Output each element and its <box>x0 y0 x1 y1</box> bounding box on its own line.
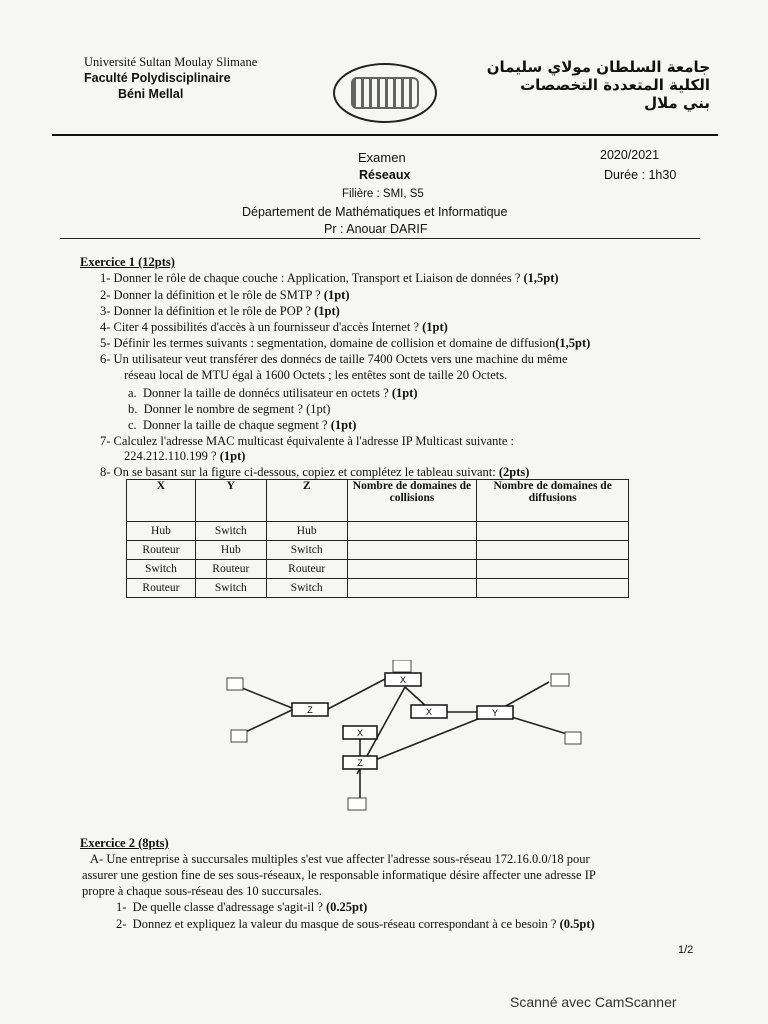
header-y: Y <box>195 480 266 522</box>
table-cell <box>347 541 477 560</box>
header-divider <box>52 134 718 136</box>
university-name: Université Sultan Moulay Slimane <box>84 55 258 69</box>
table-cell: Routeur <box>266 560 347 579</box>
duration-label: Durée : 1h30 <box>604 168 677 182</box>
table-cell <box>477 541 629 560</box>
table-cell <box>477 522 629 541</box>
device-table <box>126 479 629 598</box>
exercise2-title: Exercice 2 (8pts) <box>80 836 169 850</box>
header-diffusions: Nombre de domaines de diffusions <box>477 480 629 522</box>
table-cell: Routeur <box>127 541 196 560</box>
question-6a: a. Donner la taille de donnécs utilisateur en octets ? (1pt) <box>128 386 418 400</box>
question-2: 2- Donner la définition et le rôle de SMTP ? (1pt) <box>100 288 350 302</box>
table-cell: Switch <box>266 579 347 598</box>
question-1: 1- Donner le rôle de chaque couche : Application, Transport et Liaison de données ? (1,5pt) <box>100 271 559 285</box>
table-cell <box>347 560 477 579</box>
device-label: Z <box>307 705 313 715</box>
device-label: X <box>356 728 364 738</box>
exercise2-question-2: 2- Donnez et expliquez la valeur du masque de sous-réseau correspondant à ce besoin ? (0.5pt) <box>116 917 595 931</box>
device-label: X <box>425 707 433 717</box>
page-number: 1/2 <box>678 944 694 956</box>
question-3: 3- Donner la définition et le rôle de POP ? (1pt) <box>100 304 340 318</box>
filiere-label: Filière : SMI, S5 <box>342 188 424 200</box>
table-row <box>127 560 629 579</box>
exam-label: Examen <box>358 150 406 165</box>
device-label: X <box>399 675 407 685</box>
question-7-line2: 224.212.110.199 ? (1pt) <box>124 449 246 463</box>
table-header-row <box>127 480 629 522</box>
question-5: 5- Définir les termes suivants : segmentation, domaine de collision et domaine de diffusion(1,5pt) <box>100 336 591 350</box>
computer-icon <box>227 678 243 690</box>
arabic-university: جامعة السلطان مولاي سليمان <box>486 58 710 76</box>
department-label: Département de Mathématiques et Informatique <box>242 205 508 219</box>
header-z: Z <box>266 480 347 522</box>
table-cell: Switch <box>195 522 266 541</box>
computer-icon <box>551 674 569 686</box>
computer-icon <box>231 730 247 742</box>
network-links <box>237 679 567 798</box>
table-row <box>127 522 629 541</box>
table-cell: Switch <box>266 541 347 560</box>
device-label: Y <box>491 708 499 718</box>
exercise2-intro-2: assurer une gestion fine de ses sous-réseaux, le responsable informatique désire affecter une adresse IP <box>82 868 596 882</box>
network-diagram <box>215 660 585 820</box>
exercise2-question-1: 1- De quelle classe d'adressage s'agit-il ? (0.25pt) <box>116 900 368 914</box>
year-label: 2020/2021 <box>600 148 660 162</box>
table-cell <box>477 560 629 579</box>
info-divider <box>60 238 700 239</box>
city-name: Béni Mellal <box>118 87 184 101</box>
table-cell: Routeur <box>195 560 266 579</box>
arabic-faculty: الكلية المتعددة التخصصات <box>520 76 710 94</box>
table-cell: Hub <box>266 522 347 541</box>
question-8: 8- On se basant sur la figure ci-dessous, copiez et complétez le tableau suivant: (2pts) <box>100 465 530 479</box>
question-6: 6- Un utilisateur veut transférer des donnécs de taille 7400 Octets vers une machine du même <box>100 352 568 366</box>
question-6-line2: réseau local de MTU égal à 1600 Octets ; les entêtes sont de taille 20 Octets. <box>124 368 508 382</box>
table-cell <box>477 579 629 598</box>
device-label: Z <box>357 758 363 768</box>
table-cell <box>347 522 477 541</box>
table-cell: Hub <box>195 541 266 560</box>
university-header-ar <box>487 58 710 112</box>
subject-label: Réseaux <box>359 168 411 182</box>
exercise2-intro-3: propre à chaque sous-réseau des 10 succursales. <box>82 884 322 898</box>
table-cell: Switch <box>195 579 266 598</box>
exercise1-title: Exercice 1 (12pts) <box>80 255 175 269</box>
table-cell: Hub <box>127 522 196 541</box>
table-cell: Routeur <box>127 579 196 598</box>
university-logo <box>333 63 437 123</box>
table-row <box>127 579 629 598</box>
question-7: 7- Calculez l'adresse MAC multicast équivalente à l'adresse IP Multicast suivante : <box>100 434 515 448</box>
professor-label: Pr : Anouar DARIF <box>324 222 428 236</box>
network-devices <box>292 673 513 769</box>
scanner-watermark: Scanné avec CamScanner <box>510 994 677 1010</box>
table-cell: Switch <box>127 560 196 579</box>
arabic-city: بني ملال <box>644 94 710 112</box>
computer-icon <box>393 660 411 672</box>
faculty-name: Faculté Polydisciplinaire <box>84 71 231 85</box>
computer-icon <box>348 798 366 810</box>
table-cell <box>347 579 477 598</box>
computer-icon <box>565 732 581 744</box>
question-4: 4- Citer 4 possibilités d'accès à un fournisseur d'accès Internet ? (1pt) <box>100 320 448 334</box>
header-collisions: Nombre de domaines de collisions <box>347 480 477 522</box>
question-6b: b. Donner le nombre de segment ? (1pt) <box>128 402 331 416</box>
table-row <box>127 541 629 560</box>
university-header-fr <box>84 54 257 102</box>
header-x: X <box>127 480 196 522</box>
exercise2-intro-1: A- Une entreprise à succursales multiples s'est vue affecter l'adresse sous-réseau 172.16.0.0/18 pour <box>90 852 590 866</box>
question-6c: c. Donner la taille de chaque segment ? (1pt) <box>128 418 357 432</box>
